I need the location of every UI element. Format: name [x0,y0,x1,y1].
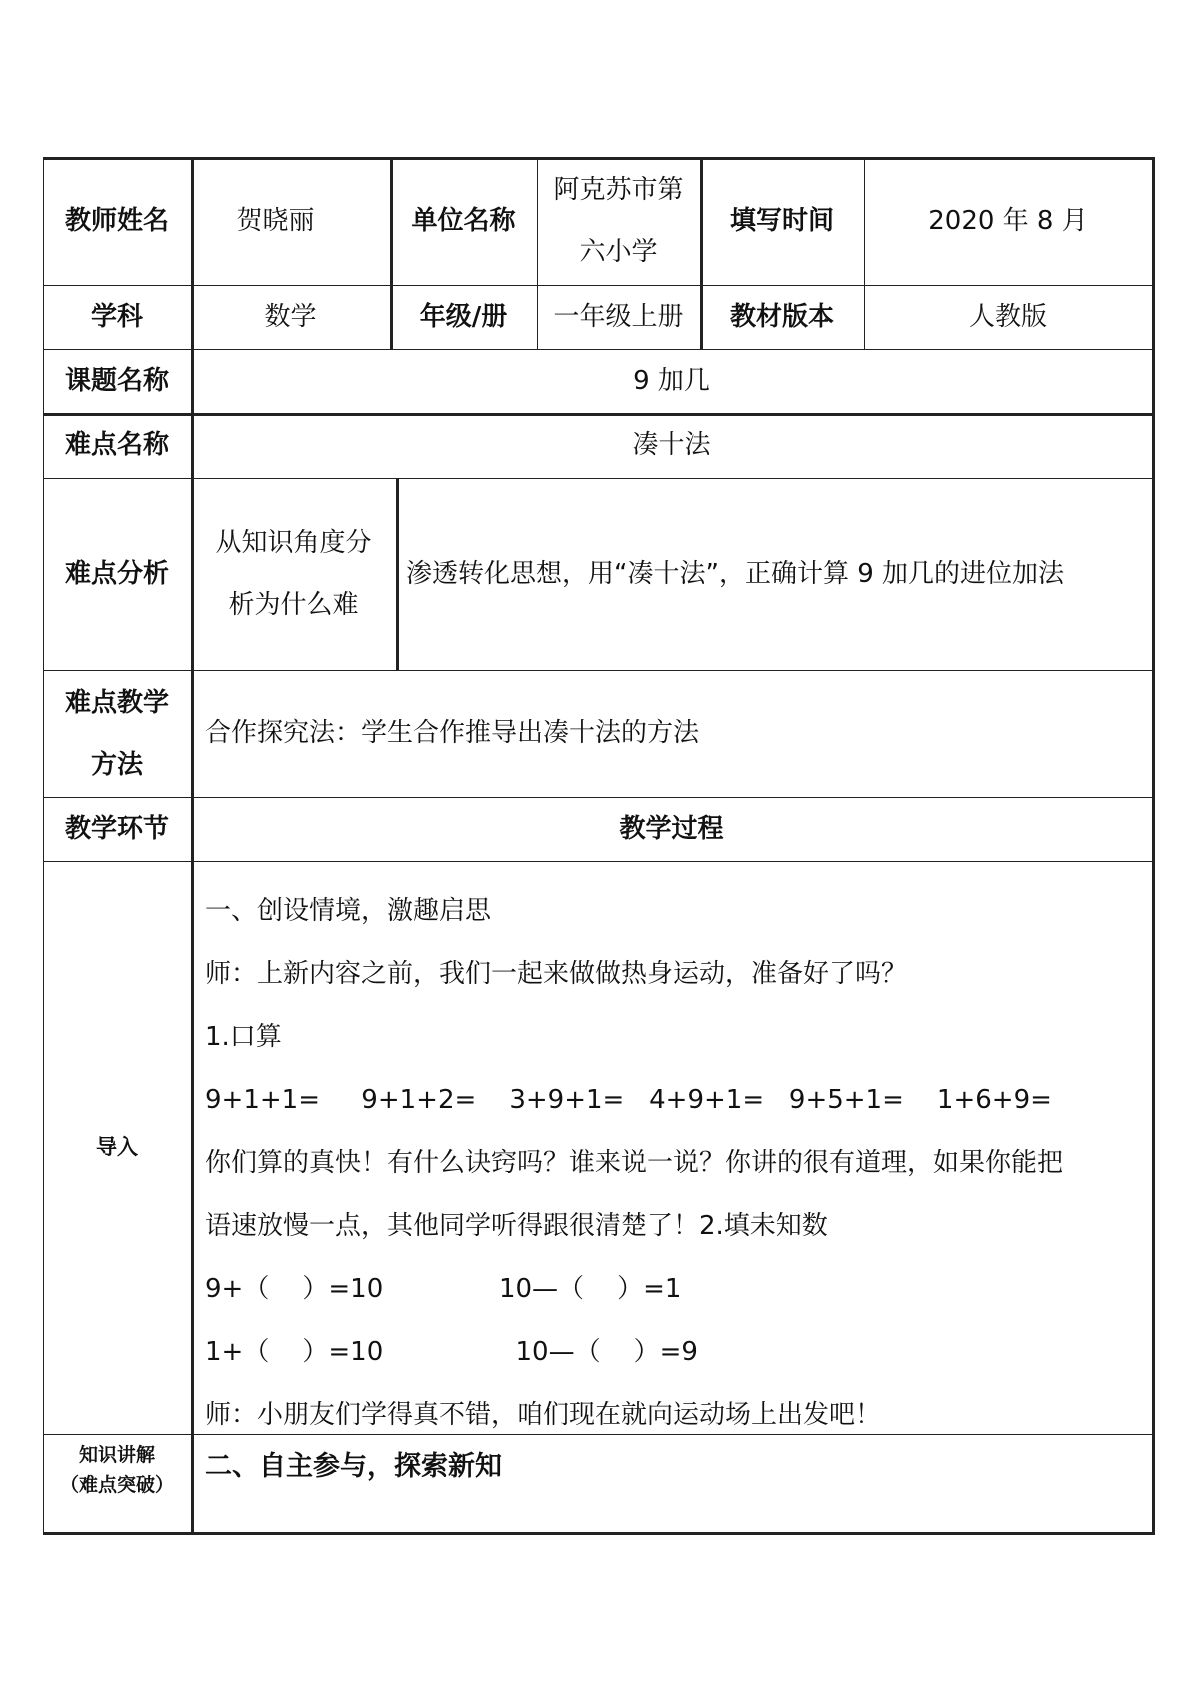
difficulty-label: 难点名称 [64,430,169,461]
grade-value: 一年级上册 [553,301,684,332]
knowledge-stage-line-1: 知识讲解 [78,1444,155,1466]
fill-time-label: 填写时间 [729,205,834,236]
analysis-subheading-line-1: 从知识角度分 [215,528,372,558]
intro-line: 1+（ ）=10 10—（ ）=9 [205,1337,698,1367]
edition-label: 教材版本 [729,301,834,332]
grade-label: 年级/册 [419,301,508,332]
analysis-subheading-line-2: 析为什么难 [228,590,359,620]
teacher-name-value: 贺晓丽 [236,205,315,236]
intro-content [205,880,1063,1447]
knowledge-heading: 二、自主参与，探索新知 [205,1451,502,1483]
knowledge-stage-line-2: （难点突破） [59,1474,174,1496]
intro-line: 你们算的真快！有什么诀窍吗？谁来说一说？你讲的很有道理，如果你能把 [205,1148,1064,1178]
topic-value: 9 加几 [633,365,710,396]
unit-name-label: 单位名称 [411,205,516,236]
intro-line: 一、创设情境，激趣启思 [205,896,492,926]
subject-value: 数学 [264,301,317,332]
method-value: 合作探究法：学生合作推导出凑十法的方法 [205,718,700,749]
process-header: 教学过程 [619,813,724,844]
unit-name-line-2: 六小学 [579,237,658,267]
intro-line: 师：上新内容之前，我们一起来做做热身运动，准备好了吗？ [205,959,908,989]
intro-line: 9+（ ）=10 10—（ ）=1 [205,1274,682,1304]
intro-line: 1.口算 [205,1022,282,1052]
method-label-line-2: 方法 [90,749,143,780]
intro-line: 师：小朋友们学得真不错，咱们现在就向运动场上出发吧！ [205,1400,882,1430]
teacher-name-label: 教师姓名 [64,205,169,236]
knowledge-stage-label [43,1434,191,1506]
intro-line: 9+1+1= 9+1+2= 3+9+1= 4+9+1= 9+5+1= 1+6+9= [205,1085,1052,1115]
method-label-line-1: 难点教学 [64,687,169,718]
intro-stage-label: 导入 [96,1135,138,1160]
unit-name-line-1: 阿克苏市第 [553,175,684,205]
subject-label: 学科 [90,301,143,332]
difficulty-value: 凑十法 [632,430,711,461]
edition-value: 人教版 [968,301,1047,332]
unit-name-value [537,157,700,285]
analysis-label: 难点分析 [64,558,169,589]
intro-line: 语速放慢一点，其他同学听得跟很清楚了！2.填未知数 [205,1211,828,1241]
analysis-subheading [191,478,396,670]
topic-label: 课题名称 [64,365,169,396]
method-label [43,670,191,797]
stage-header: 教学环节 [64,813,169,844]
analysis-value: 渗透转化思想，用“凑十法”，正确计算 9 加几的进位加法 [406,558,1065,589]
fill-time-value: 2020 年 8 月 [928,205,1088,236]
